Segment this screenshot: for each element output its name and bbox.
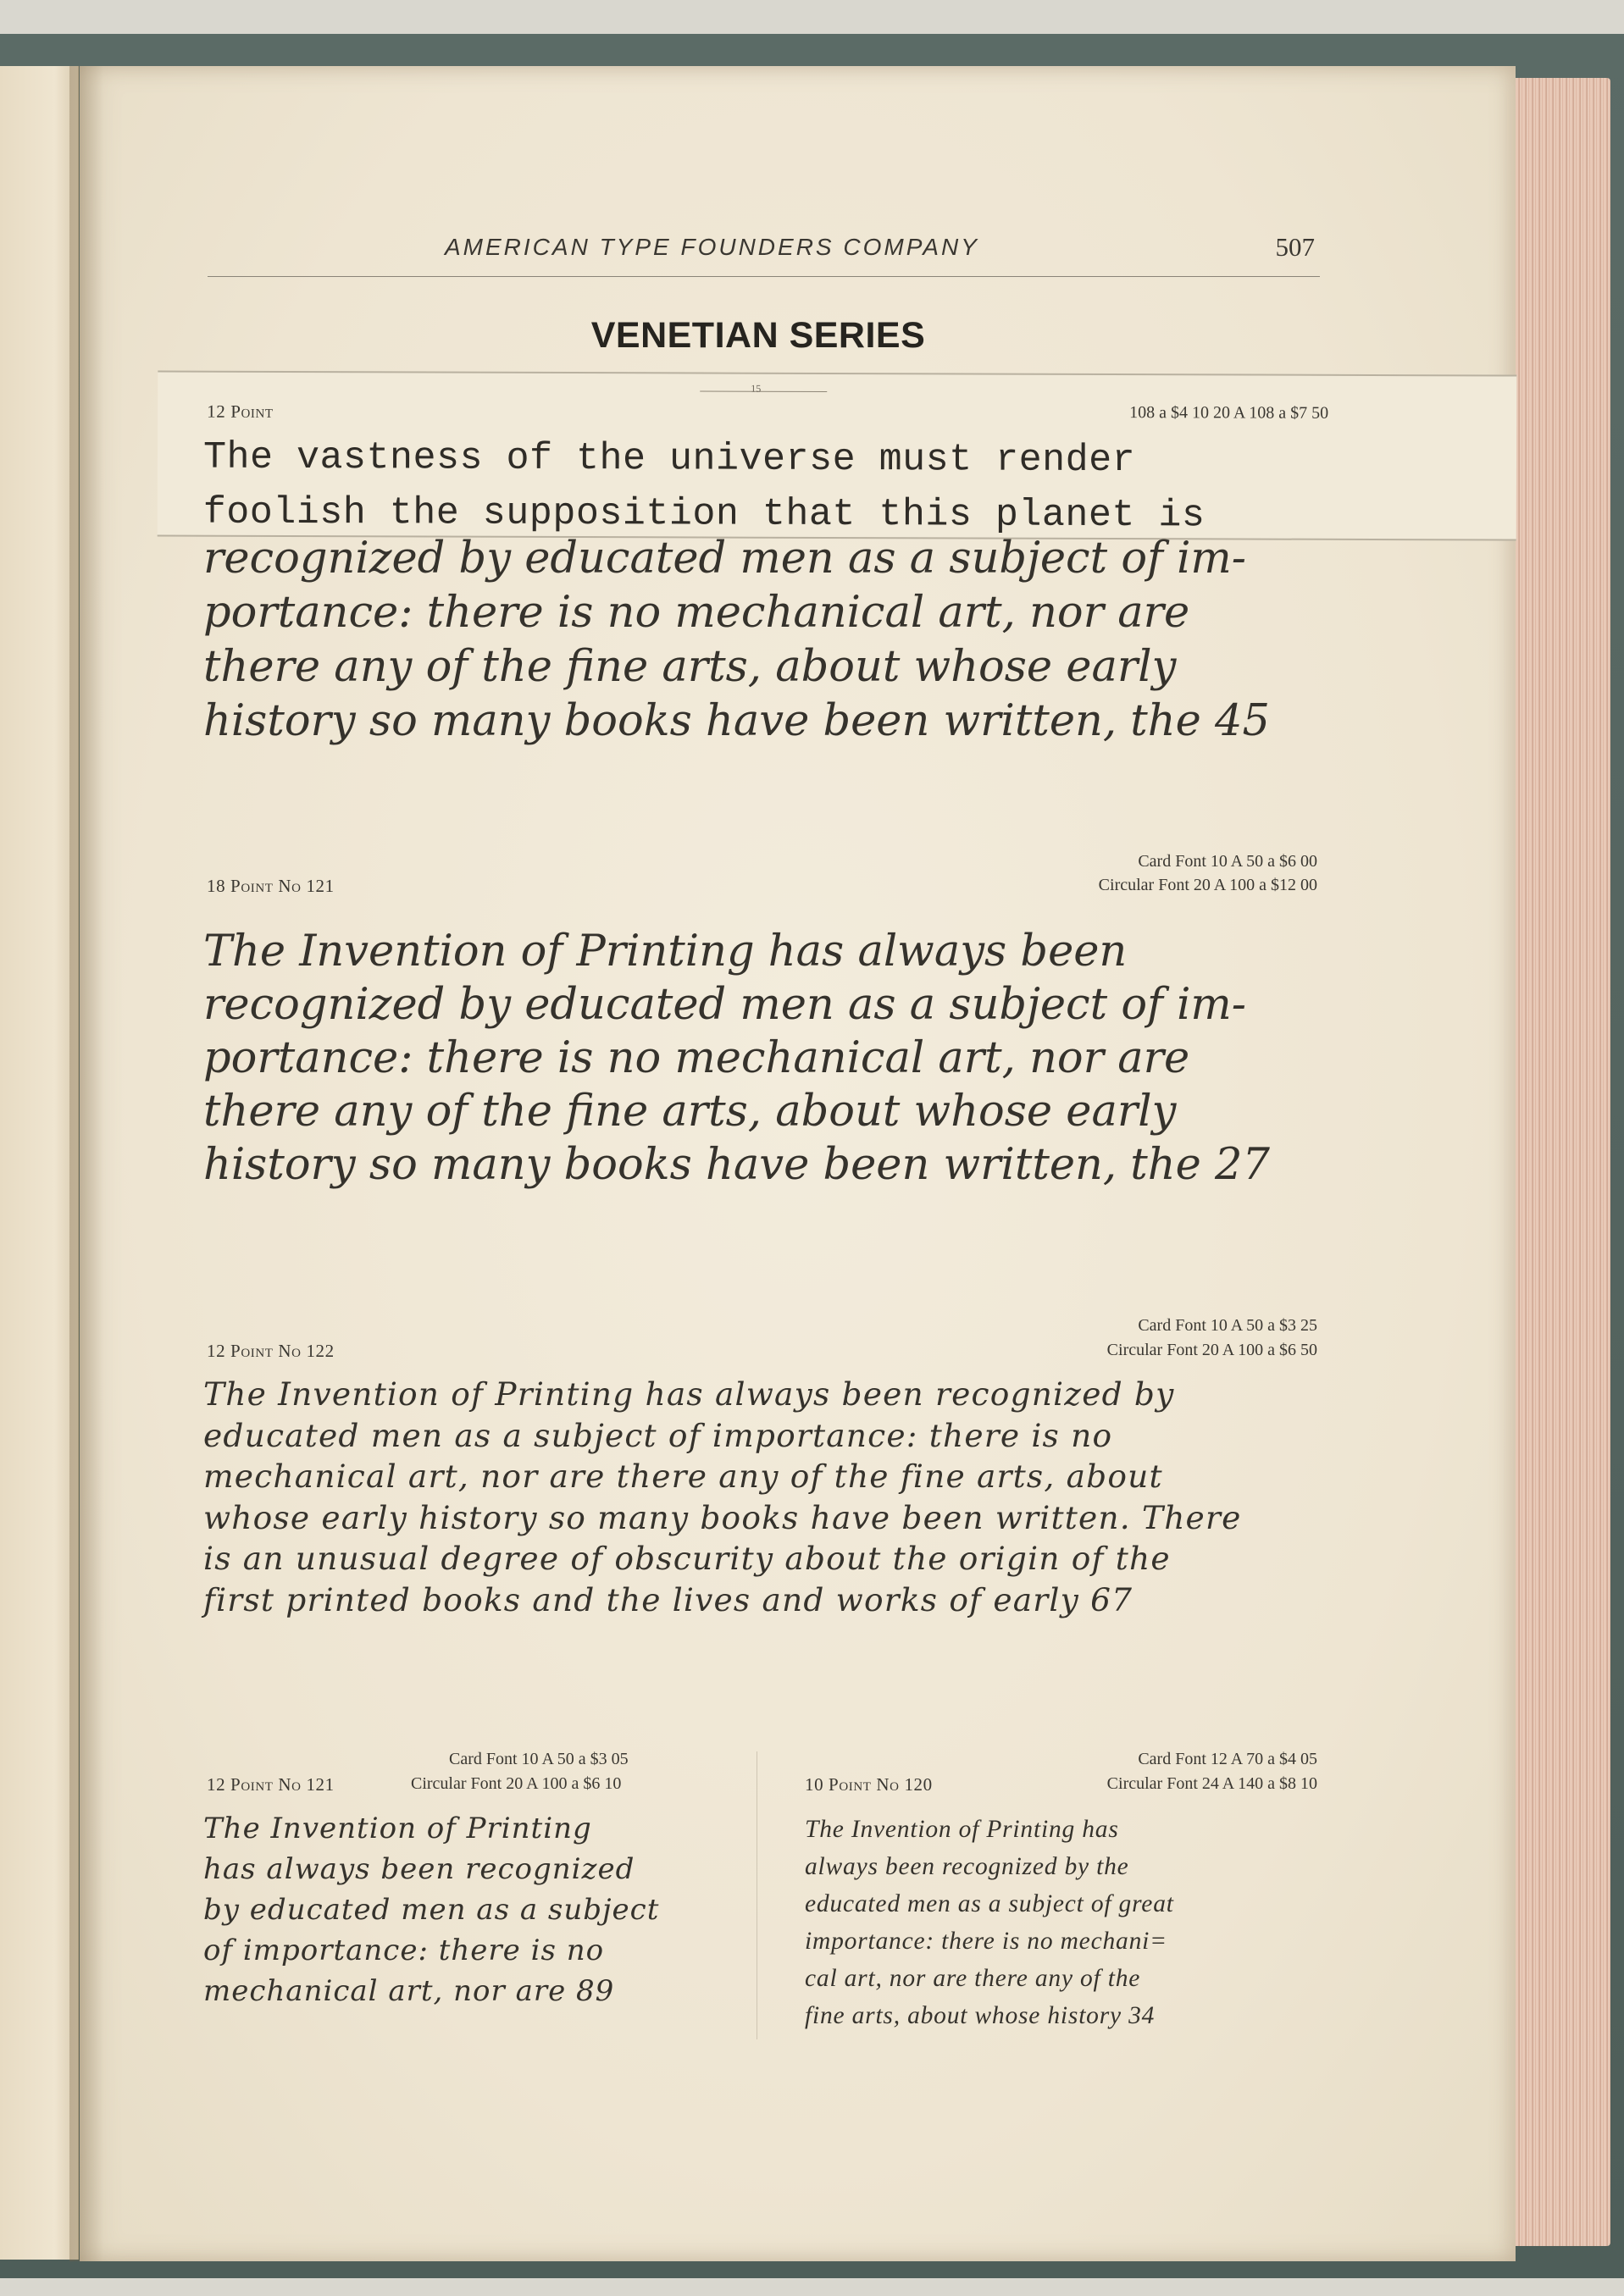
strip-size-label: 12 Point [207, 401, 274, 422]
specimen-18pt-121 [203, 925, 1270, 1192]
specimen-line: The Invention of Printing has always been [203, 927, 1128, 976]
specimen-line: recognized by educated men as a subject of im- [203, 980, 1247, 1030]
specimen-line: portance: there is no mechanical art, nor are [203, 1033, 1190, 1083]
card-font-price: Card Font 10 A 50 a $3 05 [449, 1750, 629, 1768]
circular-font-price: Circular Font 20 A 100 a $6 10 [411, 1774, 622, 1793]
specimen-12pt-121 [203, 1808, 659, 2011]
card-font-price: Card Font 10 A 50 a $6 00 [1138, 852, 1317, 871]
page-edges [1516, 78, 1610, 2246]
spine-shadow [69, 66, 103, 2261]
specimen-line: history so many books have been written, the 45 [203, 696, 1270, 746]
specimen-line: portance: there is no mechanical art, nor are [203, 588, 1190, 638]
series-title: VENETIAN SERIES [590, 315, 926, 356]
circular-font-price: Circular Font 20 A 100 a $12 00 [1098, 876, 1317, 894]
specimen-line: The Invention of Printing [203, 1812, 592, 1845]
specimen-line: mechanical art, nor are there any of the fine arts, about [203, 1458, 1163, 1495]
specimen-line: history so many books have been written, the 27 [203, 1140, 1270, 1190]
size-label: 12 Point No 122 [207, 1341, 335, 1361]
circular-font-price: Circular Font 20 A 100 a $6 50 [1106, 1341, 1317, 1359]
page-number: 507 [1275, 232, 1315, 262]
strip-mark: 15 [751, 382, 762, 395]
strip-rule [700, 390, 827, 391]
size-label: 18 Point No 121 [207, 876, 335, 896]
running-head [208, 230, 1320, 277]
specimen-line: The Invention of Printing has [805, 1816, 1119, 1843]
specimen-line: by educated men as a subject [203, 1893, 660, 1927]
strip-price: 108 a $4 10 20 A 108 a $7 50 [1129, 403, 1329, 423]
card-font-price: Card Font 10 A 50 a $3 25 [1138, 1316, 1317, 1335]
strip-line: foolish the supposition that this planet is [202, 490, 1206, 538]
specimen-line: importance: there is no mechani= [805, 1928, 1167, 1955]
specimen-line: educated men as a subject of importance: there is no [203, 1416, 1113, 1454]
specimen-line: has always been recognized [203, 1852, 635, 1886]
size-label: 10 Point No 120 [805, 1774, 933, 1795]
specimen-18pt-continuation [203, 532, 1270, 749]
specimen-line: recognized by educated men as a subject of im- [203, 534, 1247, 584]
specimen-line: whose early history so many books have been written. There [203, 1498, 1242, 1536]
specimen-line: The Invention of Printing has always been recognized by [203, 1375, 1175, 1413]
specimen-line: there any of the fine arts, about whose early [203, 642, 1177, 692]
specimen-line: cal art, nor are there any of the [805, 1965, 1141, 1992]
specimen-12pt-122 [203, 1374, 1241, 1620]
size-label: 12 Point No 121 [207, 1774, 335, 1795]
specimen-10pt-120 [805, 1811, 1174, 2034]
circular-font-price: Circular Font 24 A 140 a $8 10 [1106, 1774, 1317, 1793]
left-page-edge [0, 66, 79, 2260]
card-font-price: Card Font 12 A 70 a $4 05 [1138, 1750, 1317, 1768]
specimen-line: fine arts, about whose history 34 [805, 2002, 1156, 2029]
specimen-line: of importance: there is no [203, 1934, 605, 1967]
specimen-line: mechanical art, nor are 89 [203, 1974, 615, 2008]
specimen-line: first printed books and the lives and works of early 67 [203, 1580, 1133, 1618]
strip-line: The vastness of the universe must render [202, 435, 1136, 483]
pasted-specimen-strip [158, 370, 1517, 540]
specimen-line: always been recognized by the [805, 1853, 1129, 1880]
specimen-line: there any of the fine arts, about whose early [203, 1087, 1177, 1137]
specimen-line: is an unusual degree of obscurity about the origin of the [203, 1540, 1171, 1577]
specimen-line: educated men as a subject of great [805, 1890, 1174, 1917]
running-head-title: AMERICAN TYPE FOUNDERS COMPANY [445, 234, 979, 260]
